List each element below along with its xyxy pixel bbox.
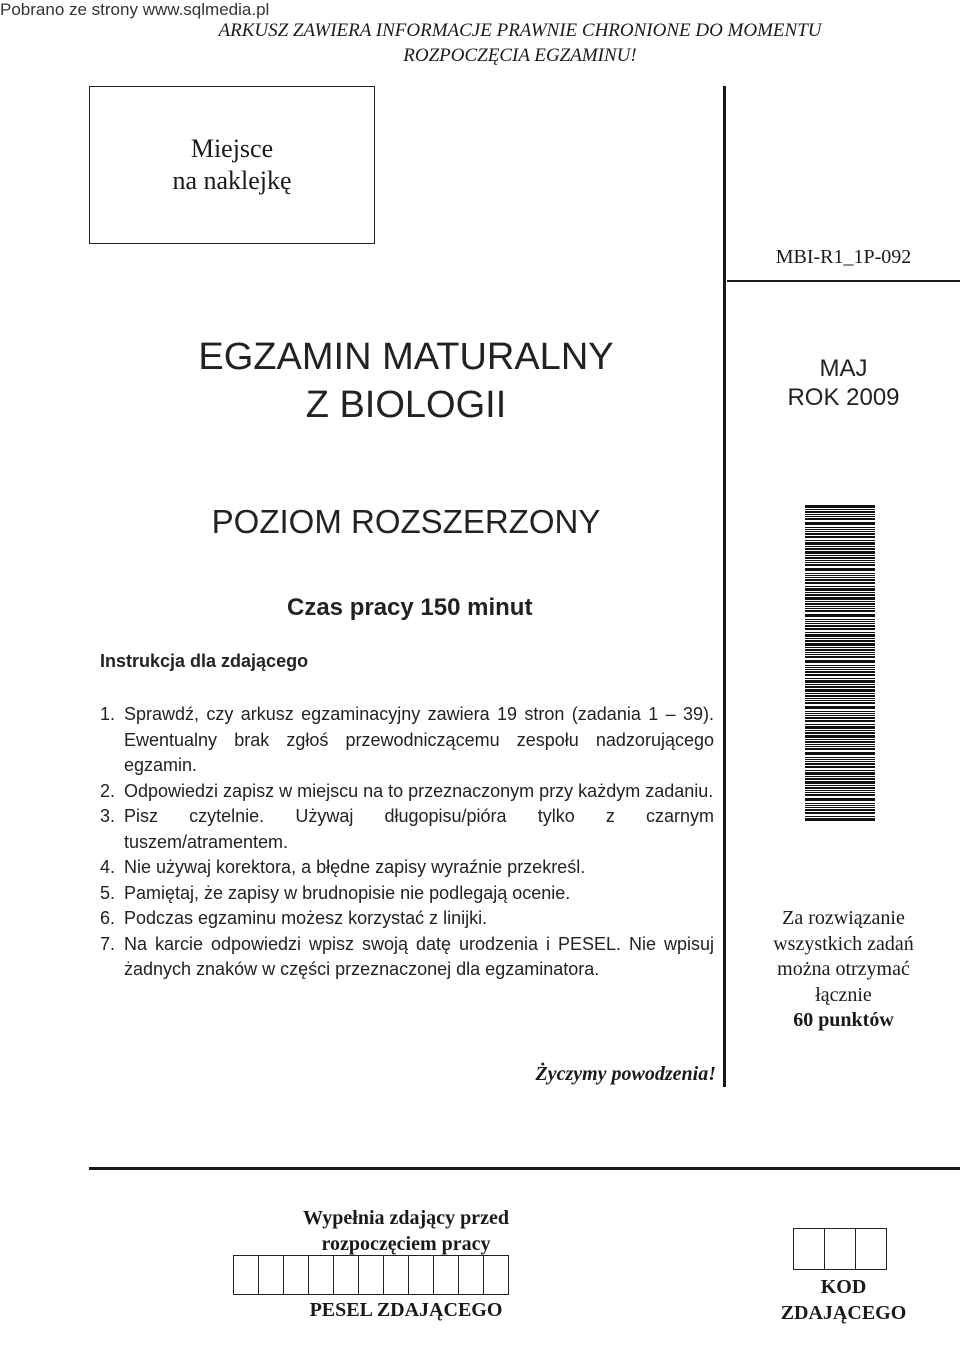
barcode-bar [805,763,875,765]
good-luck: Życzymy powodzenia! [535,1063,716,1085]
barcode-bar [805,686,875,688]
instructions-list [100,702,714,983]
kod-label-line-2: ZDAJĄCEGO [780,1302,907,1324]
instruction-item [100,855,714,881]
barcode-bar [805,717,875,719]
instruction-text: Pamiętaj, że zapisy w brudnopisie nie podlegają ocenie. [124,882,571,903]
points-total: 60 punktów [793,1009,894,1031]
barcode-bar [805,594,875,596]
barcode-bar [805,573,875,574]
barcode-bar [805,540,875,541]
barcode-bar [805,732,875,734]
barcode-bar [805,603,875,605]
pesel-digit-box[interactable] [334,1256,359,1294]
barcode-bar [805,619,875,620]
barcode-bar [805,807,875,808]
exam-time: Czas pracy 150 minut [287,594,533,621]
barcode-bar [805,698,875,699]
barcode-bar [805,684,875,685]
barcode-bar [805,522,875,525]
horizontal-divider [89,1167,960,1170]
instruction-number: 5. [100,882,116,903]
barcode-bar [805,794,875,796]
instruction-item [100,932,714,983]
barcode-bar [805,597,875,600]
barcode-bar [805,621,875,622]
kod-digit-box[interactable] [794,1229,825,1269]
barcode-bar [805,667,875,668]
barcode-bar [805,713,875,714]
barcode-bar [805,700,875,701]
barcode-bar [805,638,875,639]
barcode-bar [805,514,875,515]
instruction-item [100,702,714,779]
barcode-bar [805,695,875,697]
pesel-digit-box[interactable] [309,1256,334,1294]
barcode-bar [805,579,875,581]
pesel-digit-box[interactable] [409,1256,434,1294]
barcode-bar [805,628,875,630]
instruction-number: 7. [100,933,116,954]
barcode-bar [805,746,875,747]
barcode-bar [805,564,875,566]
barcode-bar [805,805,875,806]
barcode-bar [805,634,875,637]
instruction-text: Sprawdź, czy arkusz egzaminacyjny zawiera 19 stron (zadania 1 – 39). Ewentualny brak zgłoś przewodniczącemu zespołu nadzorującego egzamin. [124,704,714,775]
instruction-text: Nie używaj korektora, a błędne zapisy wyraźnie przekreśl. [124,857,586,877]
barcode-bar [805,654,875,655]
barcode-bar [805,803,875,804]
exam-level: POZIOM ROZSZERZONY [211,503,601,540]
barcode-bar [805,592,875,593]
barcode-bar [805,577,875,578]
barcode-bar [805,557,875,559]
fill-note-line-2: rozpoczęciem pracy [321,1233,491,1255]
barcode-bar [805,665,875,666]
barcode-bar [805,529,875,530]
title-line-2: Z BIOLOGII [305,384,507,426]
kod-boxes[interactable] [793,1228,887,1270]
exam-code-underline [727,280,960,282]
points-line-2: wszystkich zadań [773,932,914,955]
points-line-1: Za rozwiązanie [782,907,905,929]
barcode-bar [805,660,875,663]
pesel-digit-box[interactable] [384,1256,409,1294]
barcode-bar [805,706,875,709]
pesel-digit-box[interactable] [234,1256,259,1294]
pesel-boxes[interactable] [233,1255,509,1295]
barcode-bar [805,560,875,561]
barcode-bar [805,551,875,554]
instruction-text: Podczas egzaminu możesz korzystać z linijki. [124,908,488,928]
barcode-bar [805,781,875,784]
barcode-bar [805,787,875,789]
barcode-bar [805,816,875,817]
instruction-number: 6. [100,908,116,928]
barcode-bar [805,678,875,679]
barcode-bar [805,724,875,725]
pesel-digit-box[interactable] [359,1256,384,1294]
instruction-text: Odpowiedzi zapisz w miejscu na to przeznaczonym przy każdym zadaniu. [124,780,714,801]
pesel-digit-box[interactable] [459,1256,484,1294]
pesel-label: PESEL ZDAJĄCEGO [309,1299,503,1321]
barcode-bar [805,809,875,811]
instruction-number: 4. [100,857,116,877]
barcode-bar [805,735,875,738]
sticker-box [89,86,375,244]
barcode-bar [805,741,875,743]
barcode-bar [805,674,875,676]
source-note: Pobrano ze strony www.sqlmedia.pl [0,0,270,19]
barcode-bar [805,640,875,642]
title-line-1: EGZAMIN MATURALNY [198,336,614,378]
barcode-bar [805,623,875,624]
barcode-bar [805,536,875,538]
barcode-bar [805,542,875,545]
instruction-number: 2. [100,780,116,801]
barcode-bar [805,770,875,771]
barcode-bar [805,689,875,692]
barcode-bar [805,575,875,576]
exam-month: MAJ [819,355,868,382]
instruction-item [100,804,714,855]
barcode-bar [805,693,875,694]
barcode-bar [805,711,875,712]
sticker-line-1: Miejsce [190,134,274,163]
barcode-bar [805,509,875,510]
barcode [805,505,875,825]
barcode-bar [805,776,875,777]
barcode-bar [805,757,875,758]
barcode-bar [805,518,875,520]
barcode-bar [805,652,875,653]
barcode-bar [805,531,875,532]
barcode-bar [805,568,875,571]
barcode-bar [805,610,875,612]
barcode-bar [805,649,875,651]
barcode-bar [805,546,875,547]
barcode-bar [805,606,875,607]
instruction-item [100,881,714,907]
barcode-bar [805,643,875,646]
barcode-bar [805,772,875,775]
barcode-bar [805,601,875,602]
barcode-bar [805,680,875,683]
barcode-bar [805,778,875,780]
instruction-text: Na karcie odpowiedzi wpisz swoją datę urodzenia i PESEL. Nie wpisuj żadnych znaków w części przeznaczonej dla egzaminatora. [124,933,714,979]
barcode-bar [805,505,875,508]
barcode-bar [805,798,875,801]
kod-label-line-1: KOD [820,1276,867,1298]
kod-digit-box[interactable] [825,1229,856,1269]
points-info [727,906,960,1034]
barcode-bar [805,671,875,673]
exam-code: MBI-R1_1P-092 [775,246,912,268]
barcode-bar [805,812,875,814]
fill-note [236,1205,576,1257]
vertical-divider [723,86,726,1087]
instruction-number: 1. [100,704,116,724]
points-line-3: można otrzymać [777,958,910,980]
barcode-bar [805,785,875,786]
barcode-bar [805,739,875,740]
instruction-text: Pisz czytelnie. Używaj długopisu/pióra tylko z czarnym tuszem/atramentem. [124,806,714,852]
barcode-bar [805,730,875,731]
barcode-bar [805,632,875,633]
barcode-bar [805,790,875,791]
barcode-bar [805,586,875,587]
barcode-bar [805,766,875,768]
barcode-bar [805,669,875,670]
barcode-bar [805,527,875,528]
barcode-bar [805,614,875,617]
barcode-bar [805,608,875,609]
barcode-bar [805,582,875,584]
pesel-digit-box[interactable] [484,1256,508,1294]
instruction-item [100,906,714,932]
barcode-bar [805,744,875,745]
points-line-4: łącznie [815,983,872,1006]
barcode-bar [805,588,875,591]
exam-year: ROK 2009 [787,384,900,411]
barcode-bar [805,548,875,550]
pesel-digit-box[interactable] [284,1256,309,1294]
barcode-bar [805,792,875,793]
instruction-number: 3. [100,806,116,826]
barcode-bar [805,533,875,535]
barcode-bar [805,656,875,658]
barcode-bar [805,726,875,729]
pesel-digit-box[interactable] [259,1256,284,1294]
kod-digit-box[interactable] [856,1229,886,1269]
kod-label [727,1274,960,1326]
barcode-bar [805,516,875,517]
barcode-bar [805,720,875,722]
barcode-bar [805,759,875,760]
warning-line-1: ARKUSZ ZAWIERA INFORMACJE PRAWNIE CHRONIONE DO MOMENTU [218,20,822,41]
warning-line-2: ROZPOCZĘCIA EGZAMINU! [403,45,637,66]
instructions-heading: Instrukcja dla zdającego [100,651,309,671]
fill-note-line-1: Wypełnia zdający przed [303,1207,509,1229]
pesel-digit-box[interactable] [434,1256,459,1294]
barcode-bar [805,761,875,762]
barcode-bar [805,715,875,716]
barcode-bar [805,562,875,563]
barcode-bar [805,511,875,513]
instruction-item [100,779,714,805]
barcode-bar [805,647,875,648]
barcode-bar [805,555,875,556]
barcode-bar [805,625,875,627]
barcode-bar [805,748,875,750]
barcode-bar [805,702,875,704]
barcode-bar [805,818,875,821]
sticker-line-2: na naklejkę [172,166,292,195]
barcode-bar [805,752,875,755]
